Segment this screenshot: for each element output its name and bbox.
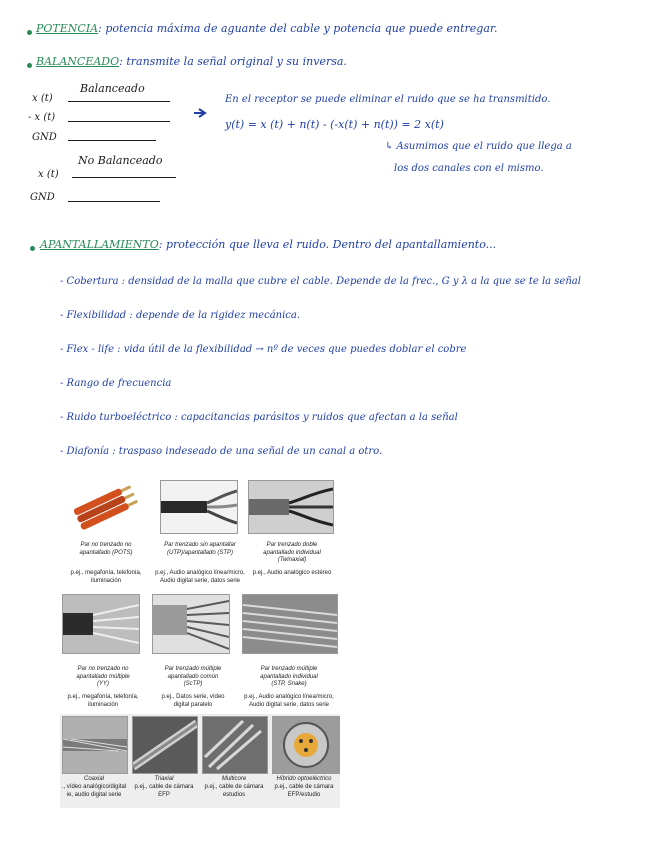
item-rango-frecuencia: - Rango de frecuencia bbox=[60, 378, 172, 389]
cable-example-coaxial: ., vídeo analógico/digital ie, audio digital serie bbox=[61, 784, 127, 798]
unbalanced-wire-gnd bbox=[68, 201, 160, 202]
cable-image-sctp bbox=[152, 594, 230, 654]
cable-image-stp-snake bbox=[242, 594, 338, 654]
item-ruido: - Ruido turboeléctrico : capacitancias parásitos y ruidos que afectan a la señal bbox=[60, 412, 458, 423]
apantallamiento-term: APANTALLAMIENTO bbox=[40, 238, 159, 251]
cable-image-yy bbox=[62, 594, 140, 654]
cable-caption-multicore: Multicore bbox=[221, 776, 247, 782]
balanceado-term: BALANCEADO bbox=[36, 55, 120, 68]
bullet-potencia bbox=[27, 30, 32, 35]
apantallamiento-line bbox=[40, 238, 496, 251]
cable-caption-twinaxial: Par trenzado doble apantallado individual (Twinaxial) bbox=[263, 542, 321, 563]
potencia-term: POTENCIA bbox=[36, 22, 99, 35]
cable-caption-triaxial: Triaxial bbox=[154, 776, 174, 782]
cable-example-pots: p.ej., megafonía, telefonía, iluminación bbox=[70, 570, 142, 584]
balanced-title: Balanceado bbox=[80, 82, 145, 95]
balanced-label-gnd: GND bbox=[32, 132, 57, 143]
receptor-note-2: los dos canales con el mismo. bbox=[394, 163, 544, 174]
cable-image-pots bbox=[68, 480, 146, 534]
cable-types-figure bbox=[60, 478, 340, 808]
cable-image-utp bbox=[160, 480, 238, 534]
bullet-apantallamiento bbox=[30, 246, 35, 251]
cable-caption-yy: Par no trenzado no apantallado múltiple (YY) bbox=[76, 666, 130, 687]
balanced-label-x: x (t) bbox=[32, 93, 53, 104]
unbalanced-label-x: x (t) bbox=[38, 169, 59, 180]
cable-caption-stp-snake: Par trenzado múltiple apantallado individual (STP, Snake) bbox=[260, 666, 318, 687]
balanced-wire-gnd bbox=[68, 140, 156, 141]
cable-example-utp: p.ej., Audio analógico línea/micro, Audio digital serie, datos serie bbox=[155, 570, 245, 584]
receptor-line: En el receptor se puede eliminar el ruido que se ha transmitido. bbox=[225, 94, 551, 105]
cable-caption-sctp: Par trenzado múltiple apantallado común (ScTP) bbox=[164, 666, 222, 687]
cable-image-hibrido bbox=[272, 716, 340, 774]
balanced-wire-negx bbox=[68, 121, 170, 122]
cable-example-sctp: p.ej., Datos serie, vídeo digital paralelo bbox=[161, 694, 225, 708]
arrow-right-icon bbox=[193, 108, 207, 118]
balanceado-line bbox=[36, 55, 347, 68]
cable-caption-pots: Par no trenzado no apantallado (POTS) bbox=[79, 542, 133, 556]
cable-image-twinaxial bbox=[248, 480, 334, 534]
cable-example-stp-snake: p.ej., Audio analógico línea/micro, Audio digital serie, datos serie bbox=[244, 694, 334, 708]
cable-caption-coaxial: Coaxial bbox=[83, 776, 104, 782]
item-diafonia: - Diafonía : traspaso indeseado de una señal de un canal a otro. bbox=[60, 446, 383, 457]
cable-example-hibrido: p.ej., cable de cámara EFP/estudio bbox=[274, 784, 334, 798]
unbalanced-label-gnd: GND bbox=[30, 192, 55, 203]
unbalanced-wire-x bbox=[72, 177, 176, 178]
apantallamiento-text: : protección que lleva el ruido. Dentro del apantallamiento... bbox=[158, 238, 497, 251]
cable-image-coaxial bbox=[62, 716, 128, 774]
potencia-text: : potencia máxima de aguante del cable y potencia que puede entregar. bbox=[98, 22, 498, 35]
item-flex-life: - Flex - life : vida útil de la flexibilidad → nº de veces que puedes doblar el cobre bbox=[60, 344, 467, 355]
item-flexibilidad: - Flexibilidad : depende de la rigidez mecánica. bbox=[60, 310, 301, 321]
cable-image-triaxial bbox=[132, 716, 198, 774]
cable-example-yy: p.ej., megafonía, telefonía, iluminación bbox=[67, 694, 139, 708]
balanced-label-negx: - x (t) bbox=[28, 112, 56, 123]
cable-example-triaxial: p.ej., cable de cámara EFP bbox=[134, 784, 194, 798]
item-cobertura: - Cobertura : densidad de la malla que cubre el cable. Depende de la frec., G y λ a la que se te la señal bbox=[60, 276, 581, 287]
potencia-line bbox=[36, 22, 497, 35]
balanceado-text: : transmite la señal original y su inversa. bbox=[119, 55, 347, 68]
cable-caption-utp: Par trenzado sin apantallar (UTP)/apantallado (STP) bbox=[164, 542, 236, 556]
cable-image-multicore bbox=[202, 716, 268, 774]
receptor-formula: y(t) = x (t) + n(t) - (-x(t) + n(t)) = 2 x(t) bbox=[225, 118, 444, 131]
unbalanced-title: No Balanceado bbox=[78, 154, 163, 167]
balanced-wire-x bbox=[68, 101, 170, 102]
cable-example-twinaxial: p.ej., Audio analógico estéreo bbox=[252, 570, 332, 576]
bullet-balanceado bbox=[27, 63, 32, 68]
cable-example-multicore: p.ej., cable de cámara estudios bbox=[204, 784, 264, 798]
cable-caption-hibrido: Híbrido optoeléctrico bbox=[276, 776, 332, 782]
receptor-note-1: ↳ Asumimos que el ruido que llega a bbox=[385, 141, 572, 152]
